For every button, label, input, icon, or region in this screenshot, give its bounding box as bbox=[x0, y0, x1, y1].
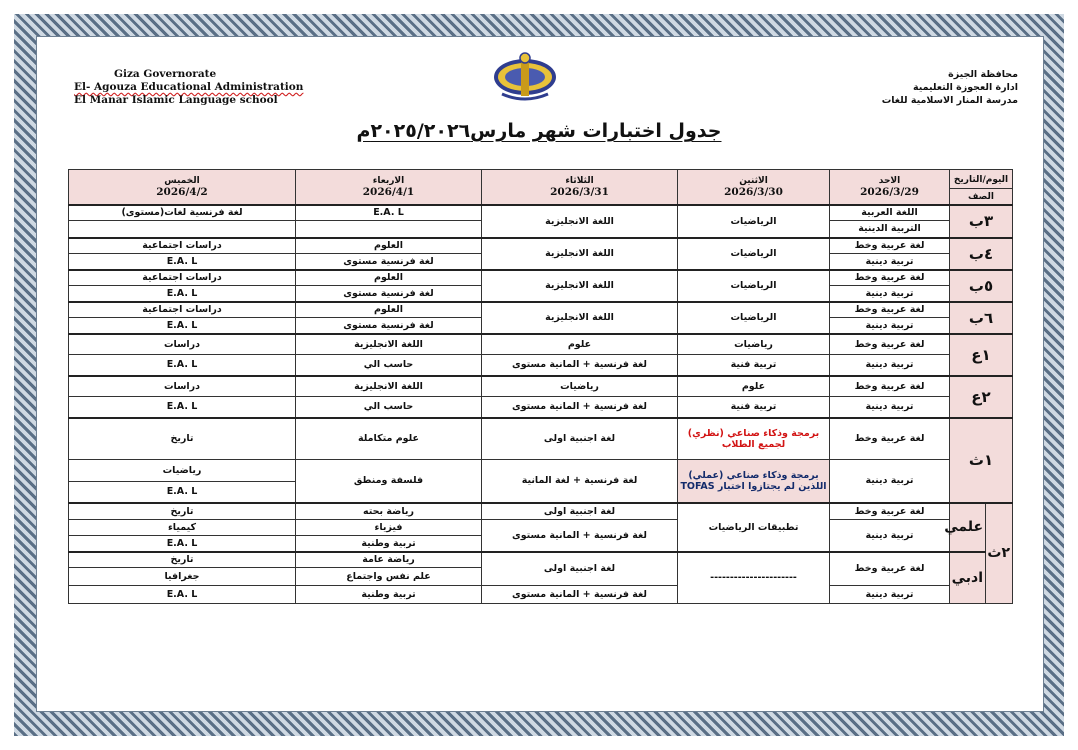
cell: تاريخ bbox=[69, 418, 296, 460]
cell: علم نفس واجتماع bbox=[296, 568, 482, 586]
cell: لغة فرنسية + المانية مستوى bbox=[482, 586, 678, 604]
cell: رياضيات bbox=[69, 460, 296, 482]
cell: اللغة الانجليزية bbox=[482, 205, 678, 238]
school-name-ar: مدرسة المنار الاسلامية للغات bbox=[881, 95, 1018, 106]
cell: تربية دينية bbox=[830, 520, 950, 552]
cell: حاسب الي bbox=[296, 355, 482, 376]
cell: لغة فرنسية + المانية مستوى bbox=[482, 397, 678, 418]
cell: دراسات bbox=[69, 334, 296, 355]
governorate-en: Giza Governorate bbox=[114, 68, 217, 80]
grade-label: ٥ب bbox=[950, 270, 1013, 302]
table-row bbox=[69, 355, 1013, 376]
table-row bbox=[69, 418, 1013, 460]
cell: لغة فرنسية لغات(مستوى) bbox=[69, 205, 296, 221]
cell: دراسات اجتماعية bbox=[69, 238, 296, 254]
cell: تربية فنية bbox=[678, 397, 830, 418]
col-monday: الاثنين 2026/3/30 bbox=[678, 170, 830, 205]
cell: التربية الدينية bbox=[830, 221, 950, 238]
col-tuesday: الثلاثاء 2026/3/31 bbox=[482, 170, 678, 205]
cell: لغة فرنسية مستوى bbox=[296, 254, 482, 270]
cell: E.A. L bbox=[69, 355, 296, 376]
cell-ai-practical: برمجة وذكاء صناعي (عملي) اللذين لم يجتازوا اختبار TOFAS bbox=[678, 460, 830, 503]
grade-label: ٢ع bbox=[950, 376, 1013, 418]
cell: لغة اجنبية اولى bbox=[482, 552, 678, 586]
cell: رياضة بحته bbox=[296, 503, 482, 520]
cell: لغة عربية وخط bbox=[830, 334, 950, 355]
cell: اللغة الانجليزية bbox=[296, 334, 482, 355]
track-label: ادبي bbox=[950, 552, 986, 604]
cell: تطبيقات الرياضيات bbox=[678, 503, 830, 552]
grade-label: ٣ب bbox=[950, 205, 1013, 238]
cell: تربية فنية bbox=[678, 355, 830, 376]
cell: اللغة الانجليزية bbox=[482, 270, 678, 302]
table-row bbox=[69, 586, 1013, 604]
cell-ai-theory: برمجة وذكاء صناعي (نظري) لجميع الطلاب bbox=[678, 418, 830, 460]
cell: تربية دينية bbox=[830, 318, 950, 334]
cell: علوم bbox=[482, 334, 678, 355]
corner-day-date: اليوم/التاريخ bbox=[950, 170, 1013, 189]
cell: E.A. L bbox=[69, 586, 296, 604]
cell: حاسب الي bbox=[296, 397, 482, 418]
cell: لغة عربية وخط bbox=[830, 503, 950, 520]
table-row bbox=[69, 376, 1013, 397]
cell-empty bbox=[296, 221, 482, 238]
cell: لغة عربية وخط bbox=[830, 238, 950, 254]
cell: تاريخ bbox=[69, 552, 296, 568]
cell: فيزياء bbox=[296, 520, 482, 536]
table-row bbox=[69, 302, 1013, 318]
cell: تربية دينية bbox=[830, 254, 950, 270]
school-name-en: El Manar Islamic Language school bbox=[74, 94, 278, 106]
cell-empty bbox=[69, 221, 296, 238]
grade-label: ١ث bbox=[950, 418, 1013, 503]
header-row bbox=[69, 170, 1013, 189]
school-logo-icon bbox=[492, 50, 558, 104]
cell: اللغة الانجليزية bbox=[482, 302, 678, 334]
cell: العلوم bbox=[296, 270, 482, 286]
school-header-arabic bbox=[882, 68, 1018, 107]
cell: لغة فرنسية + المانية مستوى bbox=[482, 355, 678, 376]
cell: تربية وطنية bbox=[296, 586, 482, 604]
cell: فلسفة ومنطق bbox=[296, 460, 482, 503]
cell: علوم bbox=[678, 376, 830, 397]
cell: العلوم bbox=[296, 238, 482, 254]
cell: رياضيات bbox=[678, 334, 830, 355]
cell: دراسات اجتماعية bbox=[69, 270, 296, 286]
cell: اللغة الانجليزية bbox=[296, 376, 482, 397]
cell: E.A. L bbox=[69, 254, 296, 270]
grade-label: ١ع bbox=[950, 334, 1013, 376]
table-row bbox=[69, 460, 1013, 482]
table-row bbox=[69, 270, 1013, 286]
cell: العلوم bbox=[296, 302, 482, 318]
cell: تاريخ bbox=[69, 503, 296, 520]
cell: لغة عربية وخط bbox=[830, 418, 950, 460]
grade-label: ٢ث bbox=[986, 503, 1013, 604]
cell: تربية دينية bbox=[830, 460, 950, 503]
table-row bbox=[69, 397, 1013, 418]
corner-grade: الصف bbox=[950, 189, 1013, 205]
cell: الرياضيات bbox=[678, 270, 830, 302]
exam-schedule-table bbox=[68, 169, 1013, 604]
track-label: علمي bbox=[950, 503, 986, 552]
cell: دراسات اجتماعية bbox=[69, 302, 296, 318]
cell: اللغة الانجليزية bbox=[482, 238, 678, 270]
cell: لغة عربية وخط bbox=[830, 302, 950, 318]
cell: E.A. L bbox=[69, 536, 296, 552]
cell: تربية دينية bbox=[830, 397, 950, 418]
cell: الرياضيات bbox=[678, 238, 830, 270]
cell: الرياضيات bbox=[678, 205, 830, 238]
col-thursday: الخميس 2026/4/2 bbox=[69, 170, 296, 205]
grade-label: ٦ب bbox=[950, 302, 1013, 334]
cell: E.A. L bbox=[296, 205, 482, 221]
col-wednesday: الاربعاء 2026/4/1 bbox=[296, 170, 482, 205]
page-title: جدول اختبارات شهر مارس٢٠٢٥/٢٠٢٦م bbox=[356, 120, 722, 142]
cell: تربية دينية bbox=[830, 586, 950, 604]
cell: لغة عربية وخط bbox=[830, 270, 950, 286]
cell: E.A. L bbox=[69, 482, 296, 503]
cell: لغة اجنبية اولى bbox=[482, 503, 678, 520]
grade-label: ٤ب bbox=[950, 238, 1013, 270]
cell: تربية دينية bbox=[830, 355, 950, 376]
cell: لغة عربية وخط bbox=[830, 552, 950, 586]
table-row bbox=[69, 552, 1013, 568]
school-header-english bbox=[74, 68, 303, 107]
cell: رياضة عامة bbox=[296, 552, 482, 568]
cell: E.A. L bbox=[69, 397, 296, 418]
table-row bbox=[69, 205, 1013, 221]
table-row bbox=[69, 520, 1013, 536]
cell: كيمياء bbox=[69, 520, 296, 536]
cell: لغة عربية وخط bbox=[830, 376, 950, 397]
cell: E.A. L bbox=[69, 286, 296, 302]
cell: جغرافيا bbox=[69, 568, 296, 586]
cell: لغة فرنسية مستوى bbox=[296, 318, 482, 334]
governorate-ar: محافظة الجيزة bbox=[948, 69, 1018, 80]
cell: تربية دينية bbox=[830, 286, 950, 302]
administration-ar: ادارة العجوزة التعليمية bbox=[913, 82, 1018, 93]
table-row bbox=[69, 503, 1013, 520]
cell: علوم متكاملة bbox=[296, 418, 482, 460]
cell: لغة اجنبية اولى bbox=[482, 418, 678, 460]
cell: دراسات bbox=[69, 376, 296, 397]
administration-en: El- Agouza Educational Administration bbox=[74, 81, 304, 93]
cell: لغة فرنسية + لغة المانية bbox=[482, 460, 678, 503]
cell: ---------------------- bbox=[678, 552, 830, 604]
cell: E.A. L bbox=[69, 318, 296, 334]
cell: لغة فرنسية + المانية مستوى bbox=[482, 520, 678, 552]
cell: تربية وطنية bbox=[296, 536, 482, 552]
table-row bbox=[69, 238, 1013, 254]
table-row bbox=[69, 334, 1013, 355]
cell: لغة فرنسية مستوى bbox=[296, 286, 482, 302]
cell: الرياضيات bbox=[678, 302, 830, 334]
col-sunday: الاحد 2026/3/29 bbox=[830, 170, 950, 205]
cell: رياضيات bbox=[482, 376, 678, 397]
cell: اللغة العربية bbox=[830, 205, 950, 221]
